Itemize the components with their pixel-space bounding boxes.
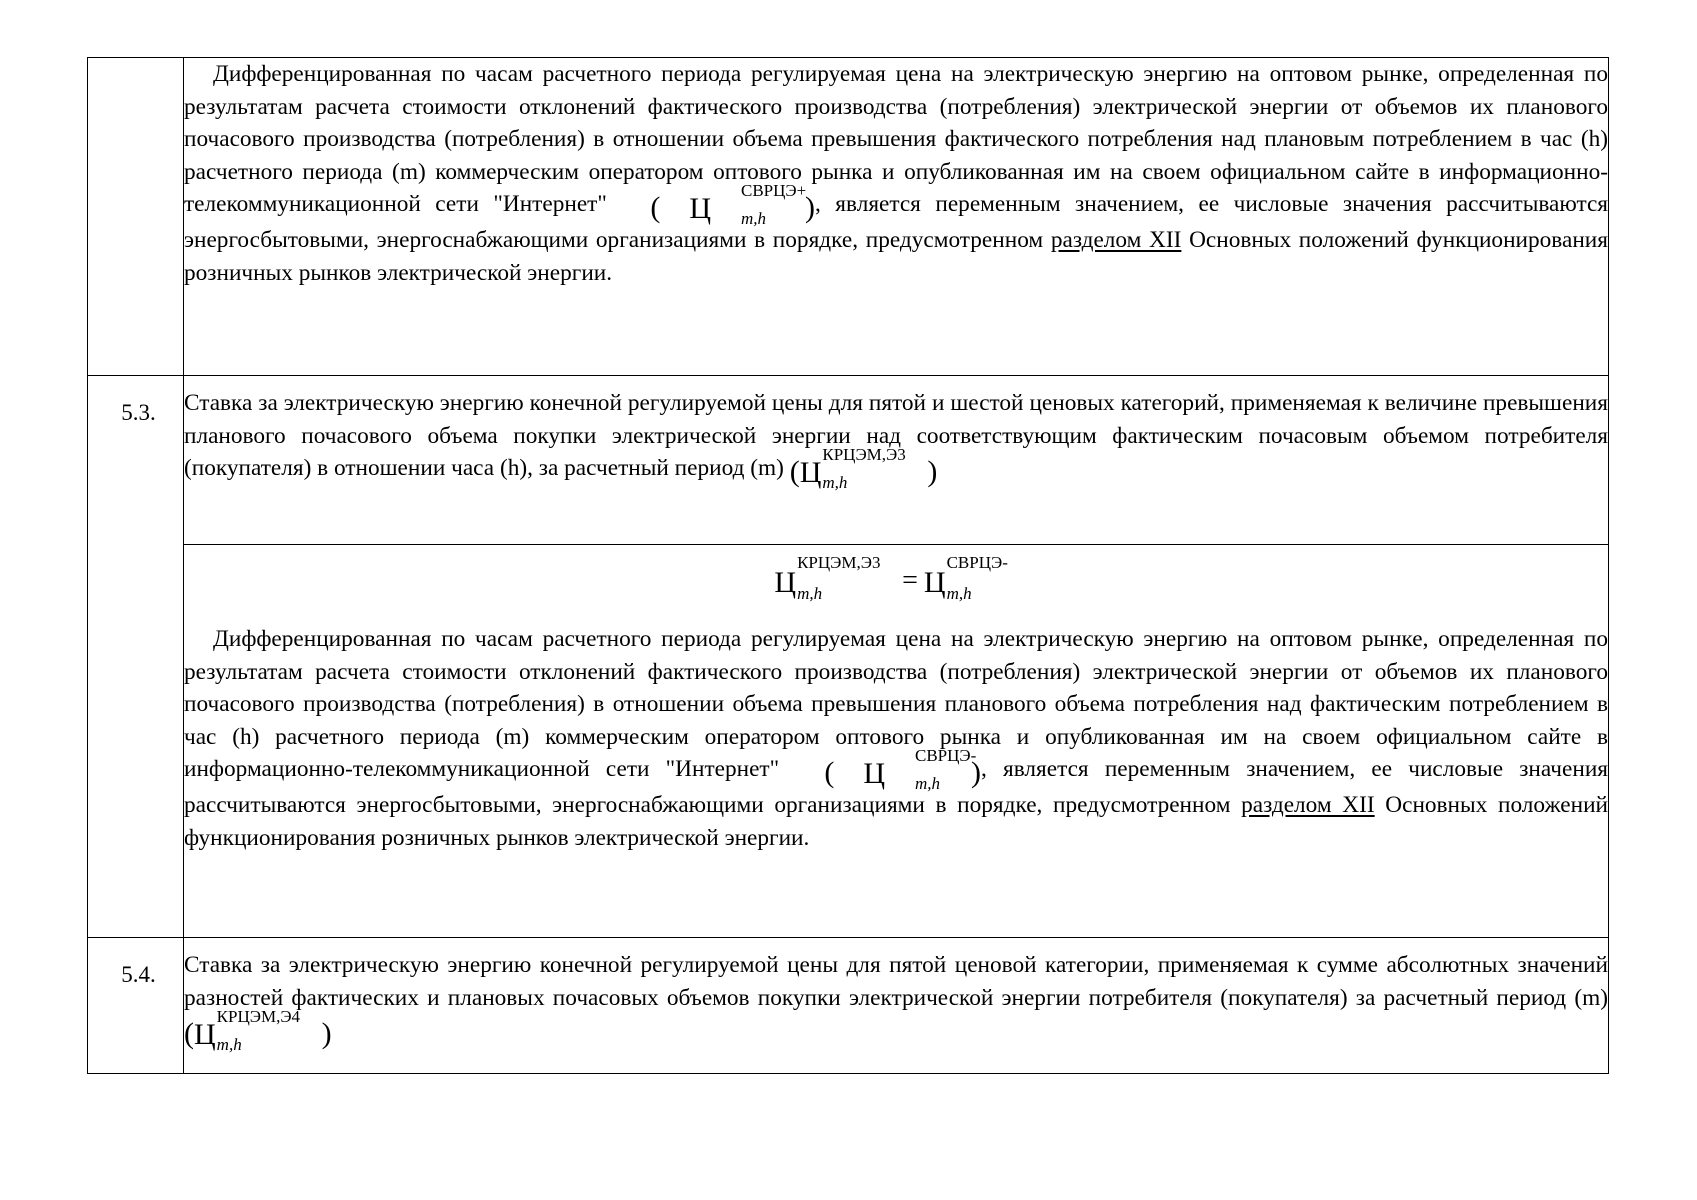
- table-row: [88, 938, 1609, 1074]
- paragraph: Дифференцированная по часам расчетного периода регулируемая цена на электрическую энергию на оптовом рынке, определенная по результатам расчета стоимости отклонений фактического производства (потребления) электрической энергии от объемов их планового почасового производства (потребления) в отношении объема превышения фактического потребления над плановым потреблением в час (h) расчетного периода (m) коммерческим оператором оптового рынка и опубликованная им на своем официальном сайте в информационно-телекоммуникационной сети "Интернет" ( Ц СВРЦЭ+ m,h ), является переменным значением, ее числовые значения рассчитываются энергосбытовыми, энергоснабжающими организациями в порядке, предусмотренном разделом XII Основных положений функционирования розничных рынков электрической энергии.: [184, 61, 1608, 286]
- table-row: [88, 545, 1609, 938]
- row-text-cell: [184, 545, 1609, 938]
- formula-symbol: (Ц КРЦЭМ,Э3 m,h ): [789, 445, 938, 493]
- table-row: [88, 58, 1609, 376]
- row-number-cell: 5.4.: [88, 938, 184, 1074]
- tariff-table: [87, 57, 1609, 1074]
- row-text-cell: [184, 938, 1609, 1074]
- section-xii-link[interactable]: разделом XII: [1050, 227, 1182, 254]
- row-text-cell: [184, 58, 1609, 376]
- section-xii-link[interactable]: разделом XII: [1241, 792, 1375, 819]
- paragraph: Ставка за электрическую энергию конечной регулируемой цены для пятой ценовой категории, применяемая к сумме абсолютных значений разностей фактических и плановых почасовых объемов покупки электрической энергии потребителя (покупателя) за расчетный период (m) (Ц КРЦЭМ,Э4 m,h ): [184, 952, 1608, 1055]
- paragraph: Ставка за электрическую энергию конечной регулируемой цены для пятой и шестой ценовых категорий, применяемая к величине превышения планового почасового объема покупки электрической энергии над соответствующим фактическим почасовым объемом потребителя (покупателя) в отношении часа (h), за расчетный период (m) (Ц КРЦЭМ,Э3 m,h ): [184, 390, 1608, 493]
- table-row: [88, 376, 1609, 545]
- row-text-cell: [184, 376, 1609, 545]
- formula-symbol: (Ц КРЦЭМ,Э4 m,h ): [184, 1007, 332, 1055]
- row-number-cell: 5.3.: [88, 376, 184, 938]
- formula-symbol: ( Ц СВРЦЭ- m,h ): [824, 746, 981, 794]
- row-number-cell: [88, 58, 184, 376]
- formula: Ц КРЦЭМ,Э3 m,h = Ц СВРЦЭ- m,h: [774, 553, 1008, 603]
- formula-symbol: ( Ц СВРЦЭ+ m,h ): [650, 181, 815, 229]
- paragraph: Дифференцированная по часам расчетного периода регулируемая цена на электрическую энергию на оптовом рынке, определенная по результатам расчета стоимости отклонений фактического производства (потребления) электрической энергии от объемов их планового почасового производства (потребления) в отношении объема превышения планового объема потребления над фактическим потреблением в час (h) расчетного периода (m) коммерческим оператором оптового рынка и опубликованная им на своем официальном сайте в информационно-телекоммуникационной сети "Интернет" ( Ц СВРЦЭ- m,h ), является переменным значением, ее числовые значения рассчитываются энергосбытовыми, энергоснабжающими организациями в порядке, предусмотренном разделом XII Основных положений функционирования розничных рынков электрической энергии.: [184, 626, 1609, 851]
